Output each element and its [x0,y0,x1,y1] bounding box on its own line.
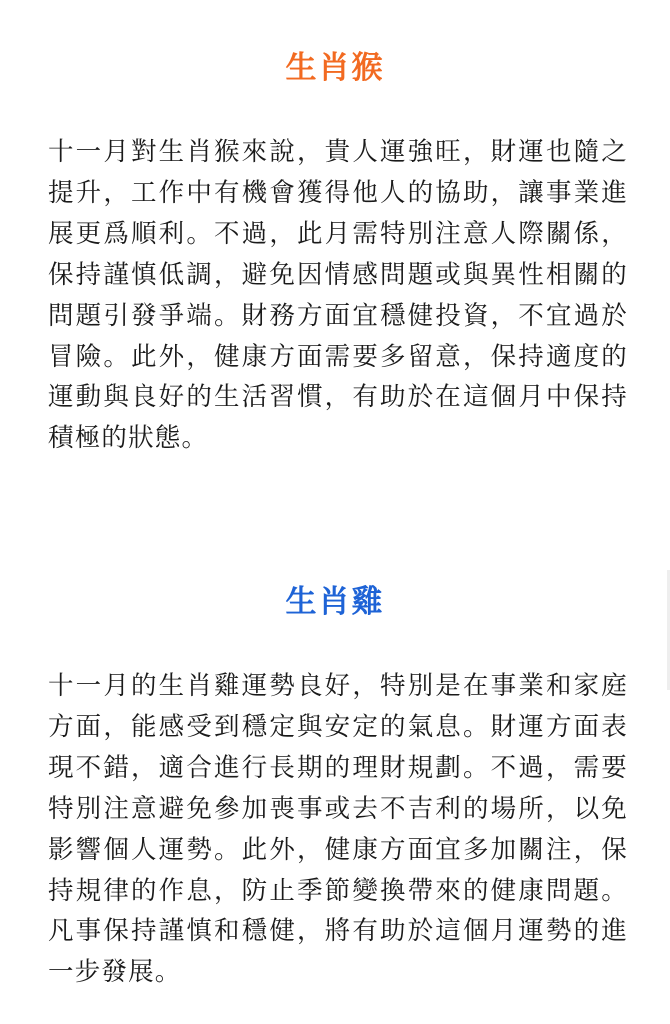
zodiac-section-monkey [0,44,670,459]
zodiac-section-rooster [0,578,670,993]
section-paragraph-monkey: 十一月對生肖猴來說，貴人運強旺，財運也隨之提升，工作中有機會獲得他人的協助，讓事業進展更爲順利。不過，此月需特別注意人際關係，保持謹慎低調，避免因情感問題或與異性相關的問題引發爭端。財務方面宜穩健投資，不宜過於冒險。此外，健康方面需要多留意，保持適度的運動與良好的生活習慣，有助於在這個月中保持積極的狀態。 [48,137,628,454]
section-title-rooster: 生肖雞 [285,584,385,620]
section-paragraph-rooster: 十一月的生肖雞運勢良好，特別是在事業和家庭方面，能感受到穩定與安定的氣息。財運方面表現不錯，適合進行長期的理財規劃。不過，需要特別注意避免參加喪事或去不吉利的場所，以免影響個人運勢。此外，健康方面宜多加關注，保持規律的作息，防止季節變換帶來的健康問題。凡事保持謹慎和穩健，將有助於這個月運勢的進一步發展。 [48,671,628,988]
section-title-monkey: 生肖猴 [285,50,385,86]
